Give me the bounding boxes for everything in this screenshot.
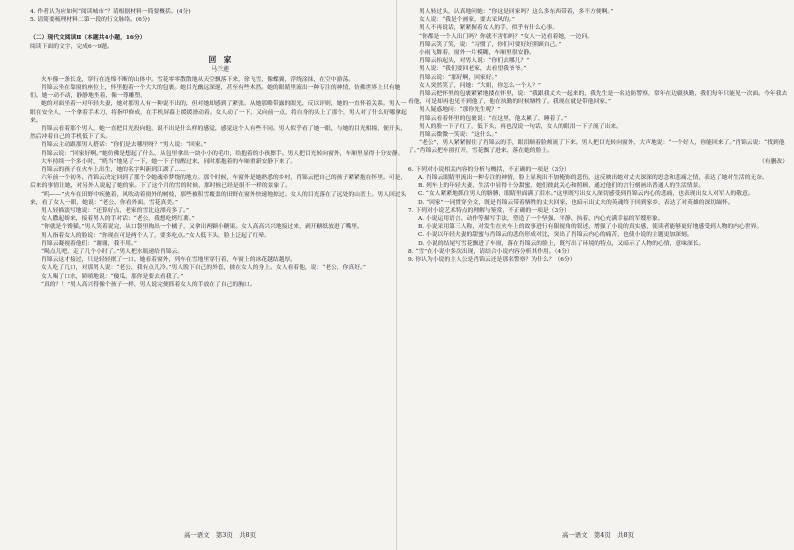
story-paragraph: 男人轻描淡写地说：“还算好点，老家的雪比这漂亮多了。” [41,208,189,215]
story-paragraph: 火车像一条长龙，穿行在连绵不断的山体中。雪花零零散散地从天空飘落下来，徐飞雪，像蝶翼，浮绕涂抹，在空中游荡。 [41,76,355,83]
section-heading: （二）现代文阅读Ⅱ（本题共4小题，16分） [30,35,146,42]
story-paragraph: “呜——”火车在田野中疾驰着，风吹动着窗外的树枝，那些被积雪覆盖的田野在窗外快速地掠过。女人的目光落在了远处的山峦上。男人回过头来，看了女人一眼，她说：“老公，你看外面，雪花真美。” [30,191,407,206]
story-paragraph: 肖锦云这才接过，只是轻轻抿了一口。她看着窗外，列车在雪地里穿行着，车窗上的冰花越结越厚。 [41,257,297,264]
option-c: C. 小说以年轻夫妻的甜蜜与肖锦云的悲伤形成对比，突出了肖锦云内心的痛苦，也使小说的主题更加深刻。 [418,232,693,239]
story-paragraph: 六年前一个初冬，肖锦云决定回到了那个令她魂牵梦绕的地方。那个时候，车窗外是她熟悉的乡村，肖锦云把自己的孩子紧紧抱在怀里。可是，后来的事情让她，对另外人说起了她的家。下了这个月的雪的时候，那时候已经是很不一样的景象了。 [30,175,407,190]
question-5: 5. 请简要梳理材料二第一段的行文脉络。(6分) [30,17,150,24]
question-7-stem: 7. 下列对小说艺术特点的理解与鉴赏，不正确的一项是（3分） [408,207,570,214]
story-paragraph: 肖锦云主动跟那男人搭话：“你们是去哪里呀？”男人说：“回家。” [41,142,207,149]
story-paragraph: 肖锦云看着怀里的包裹说：“在这里，他太累了，睡着了。” [419,115,567,122]
story-body-left [30,76,410,289]
left-page [30,8,410,544]
story-paragraph: 肖锦云的孩子在火车上出生，她的名字叫新到江湖了…… [41,167,186,174]
story-paragraph: 男人说：“我们要回老家，去看望我爷爷。” [419,66,527,73]
story-paragraph: 男人的脸一下子红了，低下头，再也没说一句话，女人的眼泪一下子流了出来。 [419,123,622,130]
page-footer-right: 高一语文 第4页 共8页 [561,531,635,539]
story-paragraph: “老公”，男人紧紧握住了肖锦云的手，眼泪顺着脸颊流了下来。男人把目光转向窗外，大声地说：“一个好人，你能回来了。”肖锦云说：“找到他了。”肖锦云把车窗打开，雪花飘了进来，落在她的脸上。 [408,140,785,155]
story-paragraph: 女人撒起娇来，接着男人的手对话：“老公，我想吃烤红薯。” [41,216,195,223]
story-paragraph: 女人突然笑了，问她：“大姐，你怎么一个人？” [419,82,541,89]
story-paragraph: 女人吃了几口，对那男人说：“老公，我有点儿冷。”男人脱下自己的外套，披在女人的身上。女人看着他，说：“老公，你真好。” [41,265,366,272]
story-paragraph: 肖锦云说：“那好啊，回家好。” [419,74,498,81]
story-title: 回 家 [208,54,232,64]
option-a: A. 肖锦云眼睛里流出一种专注的神情，脸上显现出不加掩饰的悲伤，这反映出她对丈夫深深的思念和悲痛之情，表达了她对生活的无奈。 [418,175,768,182]
story-paragraph: 肖锦云凝视着他们：“谢谢，我不用。” [41,240,137,247]
story-paragraph: 肖锦云笑了笑，说：“习惯了，你们可要好好照顾自己。” [419,41,562,48]
story-paragraph: 女人喝了口水，娇嗔地说：“傻瓜，那你是要去看我了。” [41,273,184,280]
story-author: 马兰莲 [210,65,229,73]
page-footer-left: 高一语文 第3页 共8页 [183,531,257,539]
story-paragraph: 男人疑惑地问：“那你先生呢？” [419,107,501,114]
right-page [408,8,788,544]
story-paragraph: 大车持续一个多小时，“咣当”地晃了一下，她一下子惊醒过来，同时那抱着的车厢重新安静下来了。 [41,158,297,165]
question-9: 9. 你认为小说的主人公是肖锦云还是那名警察？为什么？（6分） [408,257,576,264]
story-paragraph: 肖锦云抬起头，对男人说：“你们去哪儿？” [419,58,530,65]
story-paragraph: 肖锦云坐在靠窗的座位上，怀里抱着一个大大的包裹。她目光幽远深邃，甚至有些木然。她的眼睛里流出一种专注的神情，仿佛世界上只有她们。她一动不动，静静地坐着，像一尊雕塑。 [30,85,401,100]
option-d: D. 小说的结尾写雪花飘进了车窗，落在肖锦云的脸上，既写出了环境的特点，又暗示了人物的心情，意味深长。 [418,240,705,247]
question-6-stem: 6. 下列对小说相关内容的分析与概括，不正确的一项是（3分） [408,166,570,173]
question-8: 8. “雪”在小说中多次出现，请结合小说内容分析其作用。（4分） [408,248,573,255]
story-paragraph: “喝点儿吧，走了几个小时了。”男人把水瓶递给肖锦云。 [41,249,184,256]
section-instruction: 阅读下面的文字，完成6～9题。 [30,43,113,50]
source-note: （有删改） [759,158,788,165]
story-paragraph: 男人不再说话，紧紧握着女人的手，似乎有什么心事。 [419,25,559,32]
story-paragraph: 她的对面坐着一对年轻夫妻，她对那男人有一种说不出的，但对她却感到了紧张。从她那略带露的眼光，反以评则，她的一直怀着关系。男人一眼在安全人，一个拿着手术刀，将指甲修成，在手机屏幕上缓缓滑动着。女人动了一下，又向前一点，将自身的头上了那个，男人对了什么好哪拿起来。 [30,101,407,124]
story-paragraph: “真的？！”男人高兴得像个孩子一样，男人说完便抓着女人的手放在了自己的胸口。 [41,281,256,288]
story-paragraph: 肖锦云把怀里的包裹紧紧地搂在怀里，说：“我跟我丈夫一起来的，我先生是一名边防警察，常年在边疆执勤，我们每年只能见一次面。今年我去看他，可是却再也见不到他了，他在执勤的时候牺牲了。我现在就是带他回家。” [408,91,788,106]
story-paragraph: 小雨飞舞着，窗外一片模糊，车厢里很安静。 [419,50,535,57]
story-paragraph: “你就是个馋猫。”男人笑着说完，从口袋里掏出一个橘子，又拿出两颗小糖果。女人高高兴兴地接过来，剥开糖纸放进了嘴里。 [41,224,363,231]
option-b: B. 小说采用第三人称，对发生在火车上的故事进行有限视角的叙述，增强了小说的真实感，使读者能够更好地感受到人物的内心世界。 [418,224,763,231]
story-paragraph: 男人转过头，认真地问她：“你这是回家吗？这么多东西带着，多不方便啊。” [419,9,614,15]
story-paragraph: 男人指着女人的脸说：“你现在可是两个人了，要多吃点。”女人低下头，脸上泛起了红晕。 [41,232,271,239]
story-paragraph: 肖锦云看着那个男人，她一直把目光投向他，说不出是什么样的感觉，感觉这个人有些不同。男人似乎看了她一眼，与她的目光相撞，便开头，然后冲着自己的手机低下了头。 [30,126,407,141]
option-d: D. “回家”一词贯穿全文，既是肖锦云带着牺牲的丈夫回家，也暗示出丈夫的英魂终于回到家乡，表达了对英雄的深切缅怀。 [418,199,734,206]
story-paragraph: 女人说：“我是个画家，要去采风的。” [419,17,515,24]
story-paragraph: “你都是一个人出门吗？你就不害怕吗？”女人一边看着她，一边问。 [419,33,594,40]
option-a: A. 小说运用语言、动作等描写手法，塑造了一个坚强、平静、执着、内心充满幸福的军嫂形象。 [418,216,664,223]
option-b: B. 列车上的年轻夫妻，生活中显得十分甜蜜，她们彼此关心和照顾，通过他们的言行刻画出普通人的生活情景。 [418,183,705,190]
question-6 [408,166,788,207]
story-paragraph: 肖锦云微微一笑说：“这什么。” [419,132,498,139]
story-body-right [408,8,788,156]
question-7 [408,207,788,248]
question-4: 4. 作者认为应如何“阅读城市”？请根据材料一简要概括。(4分) [30,9,191,15]
story-paragraph: 肖锦云说：“回家好啊。”她仿佛是想起了什么，从包里拿出一块小小的毛巾，给抱着的小孩擦手。男人把目光转向窗外，车厢里显得十分安静。 [41,150,404,157]
option-c: C. “女人紧紧地抓住男人的胳膊，眼睛里面满了泪水。”这里既写出女人深切感受到肖锦云内心的悲痛，也表现出女人对军人的敬意。 [418,191,754,198]
